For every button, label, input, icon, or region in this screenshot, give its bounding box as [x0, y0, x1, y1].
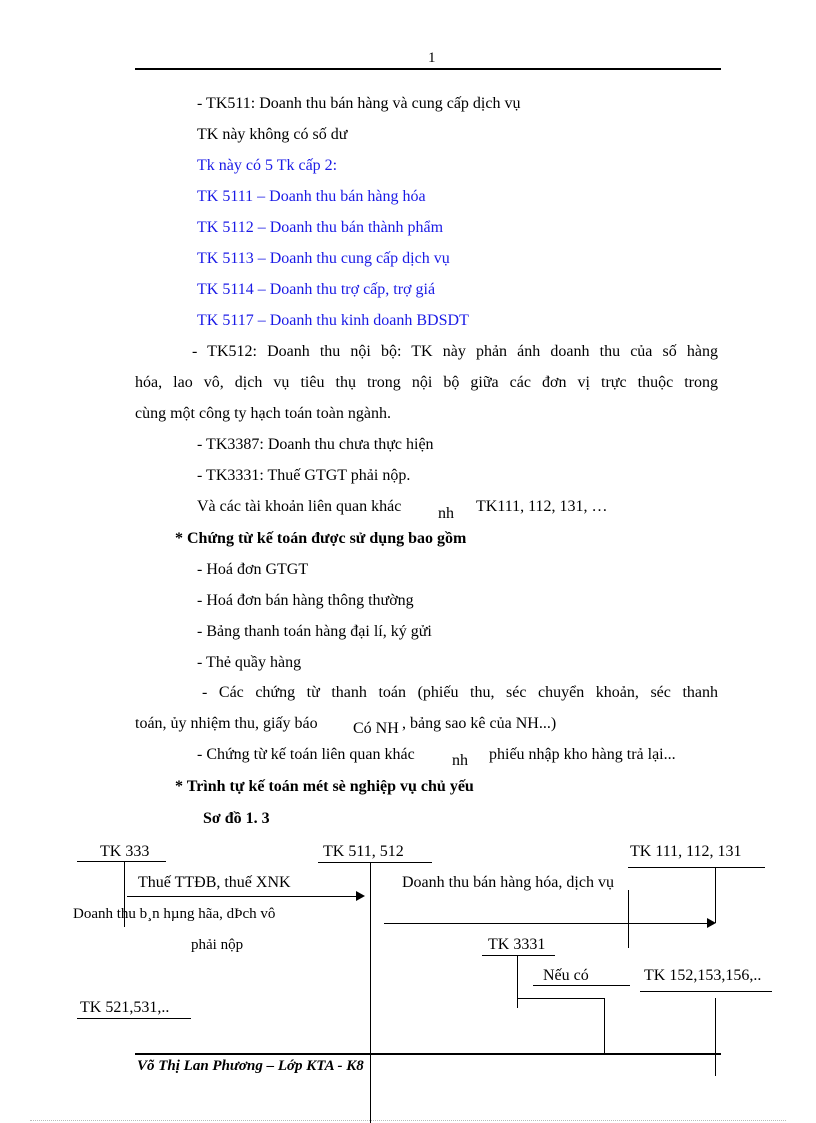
tk333-rule: [77, 861, 166, 862]
footer-rule: [135, 1053, 721, 1055]
doc-item-4: - Thẻ quầy hàng: [197, 654, 302, 671]
tax-label: Thuế TTĐB, thuế XNK: [138, 874, 291, 891]
doc-item-2: - Hoá đơn bán hàng thông thường: [197, 592, 414, 609]
tax-arrow-line: [127, 896, 360, 897]
sequence-heading: * Trình tự kế toán mét sè nghiệp vụ chủ yếu: [175, 778, 474, 795]
revenue-mid-stem: [628, 890, 629, 948]
sub-accounts-line: Tk này có 5 Tk cấp 2:: [197, 157, 338, 174]
doc-item-5-line2b: Có NH: [353, 720, 399, 737]
garbled-label-line2: phải nộp: [191, 937, 244, 953]
tk511-512-rule: [318, 862, 432, 863]
tk111-112-131-label: TK 111, 112, 131: [630, 843, 742, 860]
tk152-rule: [640, 991, 772, 992]
tk3387-line: - TK3387: Doanh thu chưa thực hiện: [197, 436, 434, 453]
tk3331-connector-h: [517, 998, 605, 999]
tk3331-line: - TK3331: Thuế GTGT phải nộp.: [197, 467, 411, 484]
tk521-label: TK 521,531,..: [80, 999, 170, 1016]
tk333-label: TK 333: [100, 843, 150, 860]
other-accounts-list: TK111, 112, 131, …: [476, 498, 608, 515]
doc-item-6b: phiếu nhập kho hàng trả lại...: [489, 746, 676, 763]
tk152-stem: [715, 998, 716, 1076]
header-rule: [135, 68, 721, 70]
tk512-paragraph-line1: - TK512: Doanh thu nội bộ: TK này phản ánh doanh thu của số hàng: [192, 343, 718, 360]
no-balance-line: TK này không có số dư: [197, 126, 348, 143]
revenue-arrow-line: [384, 923, 710, 924]
tax-arrow-head: [356, 891, 365, 901]
page-number: 1: [428, 50, 436, 66]
tk3331-stem: [517, 956, 518, 1008]
documents-heading: * Chứng từ kế toán được sử dụng bao gồm: [175, 530, 467, 547]
tk511-512-stem: [370, 862, 371, 1123]
garbled-label-line1: Doanh thu b¸n hµng hãa, dÞch vô: [73, 906, 276, 922]
revenue-arrow-head: [707, 918, 716, 928]
tk5117-line: TK 5117 – Doanh thu kinh doanh BDSDT: [197, 312, 469, 329]
tk111-rule: [628, 867, 765, 868]
tk5114-line: TK 5114 – Doanh thu trợ cấp, trợ giá: [197, 281, 436, 298]
doc-item-6a: - Chứng từ kế toán liên quan khác: [197, 746, 415, 763]
doc-item-6-nh: nh: [452, 752, 468, 769]
tk5111-line: TK 5111 – Doanh thu bán hàng hóa: [197, 188, 426, 205]
tk3331-label: TK 3331: [488, 936, 546, 953]
doc-item-5-line2c: , bảng sao kê của NH...): [402, 715, 557, 732]
doc-item-5-line2a: toán, ủy nhiệm thu, giấy báo: [135, 715, 318, 732]
tk3331-connector-v: [604, 998, 605, 1053]
tk152-label: TK 152,153,156,..: [644, 967, 762, 984]
page-bottom-dotted-rule: [30, 1120, 786, 1121]
diagram-title: Sơ đồ 1. 3: [203, 810, 270, 827]
tk511-line: - TK511: Doanh thu bán hàng và cung cấp dịch vụ: [197, 95, 521, 112]
tk512-paragraph-line2: hóa, lao vô, dịch vụ tiêu thụ trong nội bộ giữa các đơn vị trực thuộc trong: [135, 374, 718, 391]
tk3331-rule: [482, 955, 555, 956]
revenue-label: Doanh thu bán hàng hóa, dịch vụ: [402, 874, 614, 891]
tk521-rule: [77, 1018, 191, 1019]
tk5112-line: TK 5112 – Doanh thu bán thành phẩm: [197, 219, 444, 236]
tk511-512-label: TK 511, 512: [323, 843, 404, 860]
tk111-stem: [715, 868, 716, 923]
if-any-label: Nếu có: [543, 967, 589, 984]
footer-author: Võ Thị Lan Phương – Lớp KTA - K8: [137, 1058, 364, 1074]
tk5113-line: TK 5113 – Doanh thu cung cấp dịch vụ: [197, 250, 450, 267]
other-accounts-nh: nh: [438, 505, 454, 522]
doc-item-3: - Bảng thanh toán hàng đại lí, ký gửi: [197, 623, 432, 640]
doc-item-5-line1: - Các chứng từ thanh toán (phiếu thu, séc chuyển khoản, séc thanh: [202, 684, 718, 701]
other-accounts-text: Và các tài khoản liên quan khác: [197, 498, 402, 515]
if-any-rule: [533, 985, 630, 986]
doc-item-1: - Hoá đơn GTGT: [197, 561, 309, 578]
tk512-paragraph-line3: cùng một công ty hạch toán toàn ngành.: [135, 405, 391, 422]
